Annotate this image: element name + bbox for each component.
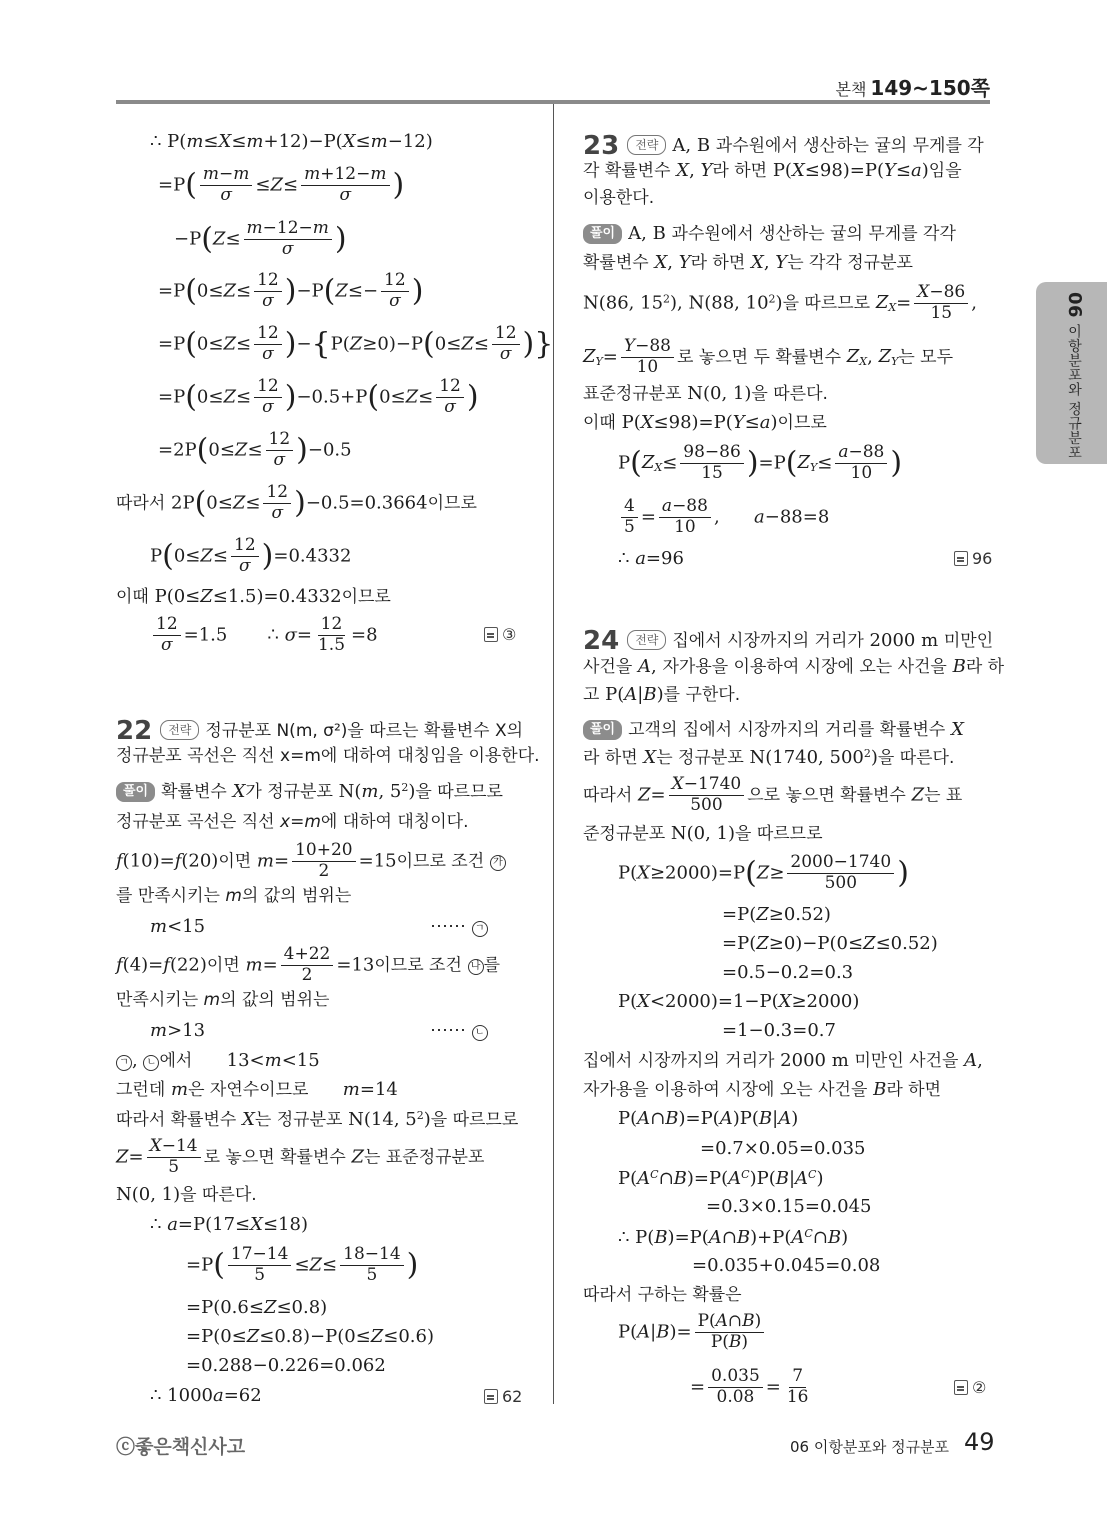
math-line: =P(0≤Z≤ $\frac{12}{\sigma}$ )−0.5+P(0≤Z≤ $\frac{12}{\sigma}$ ) [158,376,479,417]
text-line: 따라서 2P(0≤Z≤ $\frac{12}{\sigma}$ )−0.5=0.3664이므로 [116,482,477,523]
text-line: 풀이 고객의 집에서 시장까지의 거리를 확률변수 X [583,720,964,740]
math-line: =P(0≤Z≤0.8)−P(0≤Z≤0.6) [186,1326,434,1347]
math-line: $P(Z_X\le$ $\frac{98-86}{15}$ )$=P(Z_Y\le$ $\frac{a-88}{10}$ ) [618,442,903,483]
text-line: 정규분포 곡선은 직선 x=m에 대하여 대칭임을 이용한다. [116,746,540,766]
math-line: =0.035+0.045=0.08 [692,1255,881,1276]
text-line: 풀이 확률변수 X가 정규분포 N(m, $5^2$)을 따르므로 [116,782,503,802]
text-line: ㄱ , ㄴ 에서 13<m<15 [116,1052,320,1071]
answer-icon [954,551,968,566]
answer-mark: ② [954,1380,986,1396]
text-line: N(0, 1)을 따른다. [116,1184,257,1205]
math-line: =P(Z≥0)−P(0≤Z≤0.52) [722,933,938,954]
math-line: =P( $\frac{17-14}{5}$ ≤Z≤ $\frac{18-14}{5}$ ) [186,1244,419,1285]
text-line: 만족시키는 m의 값의 범위는 [116,990,330,1010]
page-reference: 본책 149~150쪽 [835,76,990,100]
text-line: 표준정규분포 N(0, 1)을 따른다. [583,383,828,404]
text-line: 각 확률변수 X, Y라 하면 P(X≤98)=P(Y≤a)임을 [583,160,962,181]
math-line: −P(Z≤ $\frac{m-12-m}{\sigma}$ ) [174,218,347,259]
math-line: =P(0≤Z≤ $\frac{12}{\sigma}$ )−{P(Z≥0)−P(0≤Z≤ $\frac{12}{\sigma}$ )} [158,323,554,364]
math-line: P(A|B)= $\frac{P(A\cap B)}{P(B)}$ [618,1313,767,1352]
math-line: P(X<2000)=1−P(X≥2000) [618,991,860,1012]
math-line: $Z_Y=$ $\frac{Y-88}{10}$ 로 놓으면 두 확률변수 $Z_X$, $Z_Y$는 모두 [583,336,954,377]
answer-mark: 96 [954,551,992,567]
text-line: 풀이 A, B 과수원에서 생산하는 귤의 무게를 각각 [583,224,956,244]
math-line: =P( $\frac{m-m}{\sigma}$ ≤Z≤ $\frac{m+12-m}{\sigma}$ ) [158,164,405,205]
answer-mark: ③ [484,627,516,643]
math-line: N(86, $15^2$), N(88, $10^2$)을 따르므로 $Z_X=$ $\frac{X-86}{15}$ , [583,282,977,323]
math-line: = $\frac{0.035}{0.08}$ = $\frac{7}{16}$ [690,1366,809,1407]
text-line: 고 P(A|B)를 구한다. [583,684,741,705]
math-line: ∴ 1000a=62 [150,1385,262,1406]
equation-tag: ⋯⋯ ㄱ [430,918,488,937]
answer-icon [954,1380,968,1395]
text-line: 사건을 A, 자가용을 이용하여 시장에 오는 사건을 B라 하 [583,656,1005,677]
text-line: 따라서 구하는 확률은 [583,1285,742,1305]
math-line: 따라서 Z= $\frac{X-1740}{500}$ 으로 놓으면 확률변수 Z는 표 [583,774,963,815]
math-line: Z= $\frac{X-14}{5}$ 로 놓으면 확률변수 Z는 표준정규분포 [116,1136,485,1177]
answer-mark: 62 [484,1389,522,1405]
math-line: $\frac{4}{5}$ = $\frac{a-88}{10}$ , a−88=8 [618,498,829,537]
math-line: P(A∩B)=P(A)P(B|A) [618,1108,799,1129]
chapter-side-tab: 06이항분포와 정규분포 [1036,282,1107,464]
math-line: m<15 [150,916,206,937]
math-line: =0.7×0.05=0.035 [700,1138,866,1159]
math-line: f(4)=f(22)이면 m= $\frac{4+22}{2}$ =13이므로 조건 나 를 [116,944,501,985]
math-line: =0.288−0.226=0.062 [186,1355,386,1376]
page-header [116,70,990,104]
text-line: 확률변수 X, Y라 하면 X, Y는 각각 정규분포 [583,252,913,273]
publisher-logo: ⓒ좋은책신사고 [116,1436,246,1458]
text-line: 준정규분포 N(0, 1)을 따르므로 [583,823,823,844]
math-line: ∴ $P(B)=P(A\cap B)+P(A^C\cap B)$ [618,1227,849,1248]
math-line: ∴ a=P(17≤X≤18) [150,1214,308,1235]
text-line: 그런데 m은 자연수이므로 m=14 [116,1079,398,1100]
math-line: P(X≥2000)=P(Z≥ $\frac{2000-1740}{500}$ ) [618,852,909,893]
math-line: =P(Z≥0.52) [722,904,831,925]
math-line: =P(0.6≤Z≤0.8) [186,1297,328,1318]
footer-chapter: 06 이항분포와 정규분포 [790,1438,950,1456]
math-line: f(10)=f(20)이면 m= $\frac{10+20}{2}$ =15이므로 조건 가 [116,842,506,881]
text-line: 따라서 확률변수 X는 정규분포 N(14, $5^2$)을 따르므로 [116,1109,519,1130]
math-line: =P(0≤Z≤ $\frac{12}{\sigma}$ )−P(Z≤− $\frac{12}{\sigma}$ ) [158,270,424,311]
math-line: $\frac{12}{\sigma}$ =1.5 ∴ σ= $\frac{12}{1.5}$ =8 [150,616,378,655]
text-line: 이때 P(X≤98)=P(Y≤a)이므로 [583,412,827,433]
equation-tag: ⋯⋯ ㄴ [430,1022,488,1041]
math-line: $P(A^C\cap B)=P(A^C)P(B|A^C)$ [618,1168,824,1189]
math-line: =1−0.3=0.7 [722,1020,836,1041]
math-line: m>13 [150,1020,206,1041]
math-line: P(0≤Z≤ $\frac{12}{\sigma}$ )=0.4332 [150,535,352,576]
math-line: =0.3×0.15=0.045 [706,1196,872,1217]
text-line: 이때 P(0≤Z≤1.5)=0.4332이므로 [116,586,391,607]
math-line: ∴ a=96 [618,548,684,569]
answer-icon [484,627,498,642]
text-line: 정규분포 곡선은 직선 x=m에 대하여 대칭이다. [116,812,469,832]
answer-icon [484,1389,498,1404]
math-line: ∴ P(m≤X≤m+12)−P(X≤m−12) [150,131,433,152]
text-line: 집에서 시장까지의 거리가 2000 m 미만인 사건을 A, [583,1050,983,1071]
question-22-strategy: 22 전략 정규분포 N(m, σ²)을 따르는 확률변수 X의 [116,716,524,746]
column-divider [553,104,554,1404]
text-line: 를 만족시키는 m의 값의 범위는 [116,886,352,906]
question-23-strategy: 23 전략 A, B 과수원에서 생산하는 귤의 무게를 각 [583,131,984,161]
math-line: =2P(0≤Z≤ $\frac{12}{\sigma}$ )−0.5 [158,429,352,470]
math-line: =0.5−0.2=0.3 [722,962,854,983]
text-line: 자가용을 이용하여 시장에 오는 사건을 B라 하면 [583,1079,942,1100]
page-number: 49 [964,1428,995,1456]
text-line: 라 하면 X는 정규분포 N(1740, $500^2$)을 따른다. [583,747,955,768]
text-line: 이용한다. [583,188,655,208]
question-24-strategy: 24 전략 집에서 시장까지의 거리가 2000 m 미만인 [583,626,994,656]
